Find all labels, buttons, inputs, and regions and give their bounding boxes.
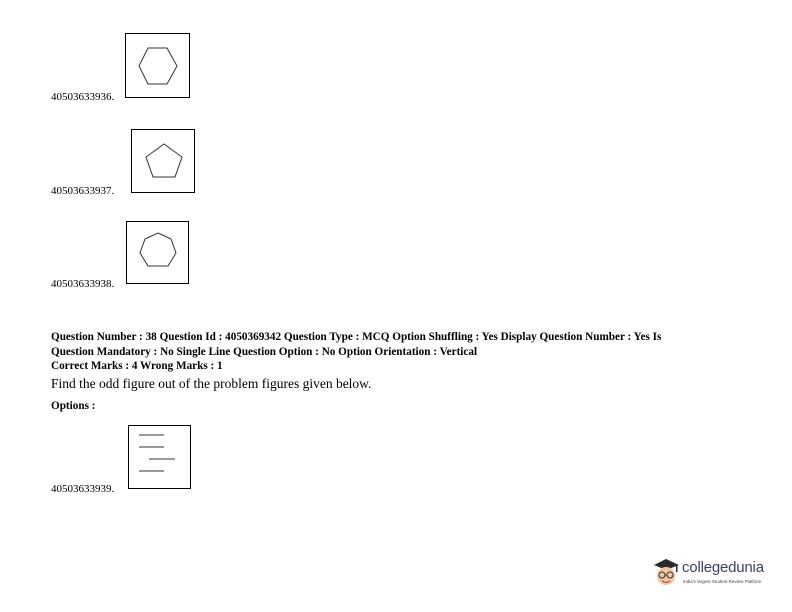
hexagon-figure — [126, 34, 189, 97]
option-id: 40503633939. — [51, 483, 115, 495]
lines-figure — [129, 426, 190, 488]
option-id: 40503633936. — [51, 91, 115, 103]
mascot-icon — [652, 556, 682, 590]
figure-box-lines — [128, 425, 191, 489]
question-meta — [51, 330, 751, 374]
collegedunia-logo — [652, 556, 682, 590]
heptagon-figure — [127, 222, 188, 283]
figure-box-hexagon — [125, 33, 190, 98]
question-meta-line-2: Question Mandatory : No Single Line Question Option : No Option Orientation : Vertical — [51, 345, 478, 358]
brand-name: collegedunia — [682, 559, 764, 576]
figure-box-heptagon — [126, 221, 189, 284]
pentagon-figure — [132, 130, 194, 192]
option-id: 40503633938. — [51, 278, 115, 290]
question-text: Find the odd figure out of the problem figures given below. — [51, 376, 372, 391]
question-meta-line-1: Question Number : 38 Question Id : 4050369342 Question Type : MCQ Option Shuffling : Yes Display Question Number : Yes Is — [51, 331, 662, 343]
brand-tagline: India's largest Student Review Platform — [683, 579, 762, 584]
options-label: Options : — [51, 400, 96, 412]
question-marks: Correct Marks : 4 Wrong Marks : 1 — [51, 360, 223, 372]
option-id: 40503633937. — [51, 185, 115, 197]
figure-box-pentagon — [131, 129, 195, 193]
